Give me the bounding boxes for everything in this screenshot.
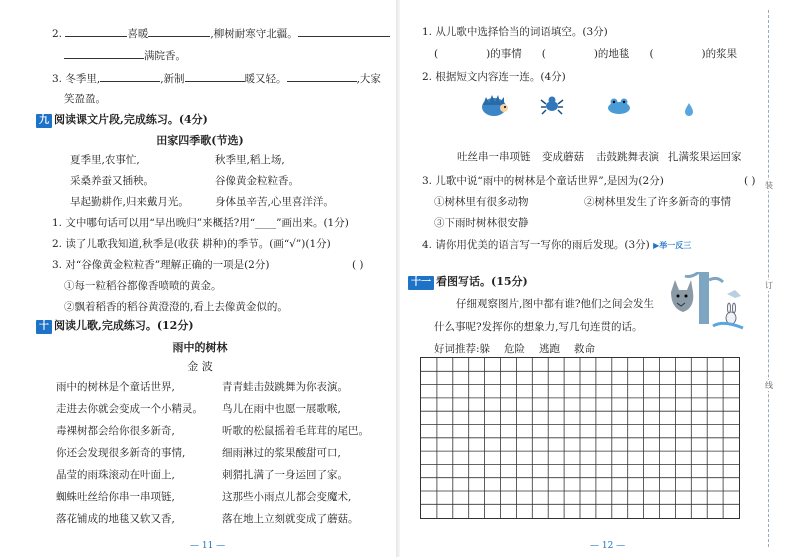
answer-blank[interactable] [298,25,390,37]
poem-line: 毒裸树都会给你很多新奇, [56,425,175,437]
page-number: — 11 — [190,541,226,551]
match-item[interactable]: 变成蘑菇 [542,151,584,163]
poem-line: 秋季里,稻上场, [215,154,285,166]
poem-line: 谷像黄金粒粒香。 [215,175,299,187]
tip-tag[interactable]: ▶举一反三 [653,240,692,250]
fill-line-q2b: 满院香。 [64,47,186,63]
question-9-1: 1. 文中哪句话可以用“早出晚归”来概括?用“____”画出来。(1分) [52,217,349,229]
question-3: 3. 儿歌中说“雨中的树林是个童话世界”,是因为(2分) [422,175,664,187]
answer-blank[interactable] [148,25,210,37]
match-item[interactable]: 击鼓跳舞表演 [596,151,659,163]
hedgehog-icon [480,93,510,117]
poem-title: 田家四季歌(节选) [156,134,244,147]
option-b[interactable]: ②飘着稻香的稻谷黄澄澄的,看上去像黄金似的。 [64,301,288,313]
binding-line [768,10,769,547]
writing-grid[interactable] [420,357,740,519]
spider-icon [540,94,564,116]
poem-line: 雨中的树林是个童话世界, [56,381,175,393]
answer-blank[interactable] [64,47,144,59]
question-9-3: 3. 对“谷像黄金粒粒香”理解正确的一项是(2分) [52,259,270,271]
match-item[interactable]: 扎满浆果运回家 [668,151,742,163]
section-header-10: 十 阅读儿歌,完成练习。(12分) [36,318,194,334]
option-a[interactable]: ①树林里有很多动物 [434,196,529,208]
poem-line: 这那些小雨点儿都会变魔术, [222,491,352,503]
grid-lines [421,358,739,518]
poem-line: 夏季里,农事忙, [70,154,140,166]
question-9-2: 2. 读了儿歌我知道,秋季是(收获 耕种)的季节。(画“√”)(1分) [52,238,331,250]
writing-prompt: 仔细观察图片,图中都有谁?他们之间会发生 [456,298,654,310]
binding-label: 订 [765,281,773,290]
poem-line: 走进去你就会变成一个小精灵。 [56,403,203,415]
poem-line: 蜘蛛吐丝给你串一串项链, [56,491,175,503]
option-b[interactable]: ②树林里发生了许多新奇的事情 [584,196,731,208]
section-badge: 九 [36,114,52,128]
poem-title: 雨中的树林 [172,341,228,354]
option-a[interactable]: ①每一粒稻谷都像香喷喷的黄金。 [64,280,222,292]
fill-line-q3b: 笑盈盈。 [64,93,106,105]
fill-line-q3: 3. 冬季里, ,新制 暖又轻。 ,大家 [52,70,381,86]
answer-paren[interactable]: ( ) [744,175,756,187]
poem-line: 落在地上立刻就变成了蘑菇。 [222,513,359,525]
question-2: 2. 根据短文内容连一连。(4分) [422,71,566,83]
poem-line: 晶莹的雨珠滚动在叶面上, [56,469,175,481]
answer-paren[interactable]: ( ) [352,259,364,271]
writing-prompt: 什么事呢?发挥你的想象力,写几句连贯的话。 [434,321,643,333]
poem-line: 青青蛙击鼓跳舞为你表演。 [222,381,348,393]
section-badge: 十一 [408,276,434,290]
section-header-11: 十一 看图写话。(15分) [408,274,528,290]
wolf-rabbit-illustration [665,272,747,336]
binding-label: 装 [765,181,773,190]
section-badge: 十 [36,320,52,334]
question-number: 2. [52,28,63,40]
answer-blank[interactable] [100,70,160,82]
poem-line: 身体虽辛苦,心里喜洋洋。 [215,196,334,208]
poem-line: 早起勤耕作,归来戴月光。 [70,196,189,208]
fill-line-q2: 2. 喜暖 ,柳树耐寒守北疆。 [52,25,390,41]
poem-line: 刺猬扎满了一身运回了家。 [222,469,348,481]
binding-label: 线 [765,381,773,390]
answer-blank[interactable] [65,25,127,37]
poem-author: 金 波 [187,360,213,373]
page-number: — 12 — [590,541,626,551]
poem-line: 细雨淋过的浆果酸甜可口, [222,447,341,459]
question-1: 1. 从儿歌中选择恰当的词语填空。(3分) [422,26,608,38]
raindrop-icon [684,102,694,116]
poem-line: 落花铺成的地毯又软又香, [56,513,175,525]
section-header-9: 九 阅读课文片段,完成练习。(4分) [36,112,208,128]
poem-line: 你还会发现很多新奇的事情, [56,447,186,459]
option-c[interactable]: ③下雨时树林很安静 [434,217,529,229]
match-item[interactable]: 吐丝串一串项链 [457,151,531,163]
answer-blank[interactable] [287,70,357,82]
word-list: 好词推荐:躲 危险 逃跑 救命 [434,343,596,355]
poem-line: 鸟儿在雨中也愿一展歌喉, [222,403,341,415]
question-4: 4. 请你用优美的语言写一写你的雨后发现。(3分) ▶举一反三 [422,239,692,251]
frog-icon [605,96,633,116]
poem-line: 听歌的松鼠摇着毛茸茸的尾巴。 [222,425,369,437]
q1-fill-row: ( )的事情 ( )的地毯 ( )的浆果 [434,48,738,60]
poem-line: 采桑养蚕又插秧。 [70,175,154,187]
answer-blank[interactable] [185,70,245,82]
